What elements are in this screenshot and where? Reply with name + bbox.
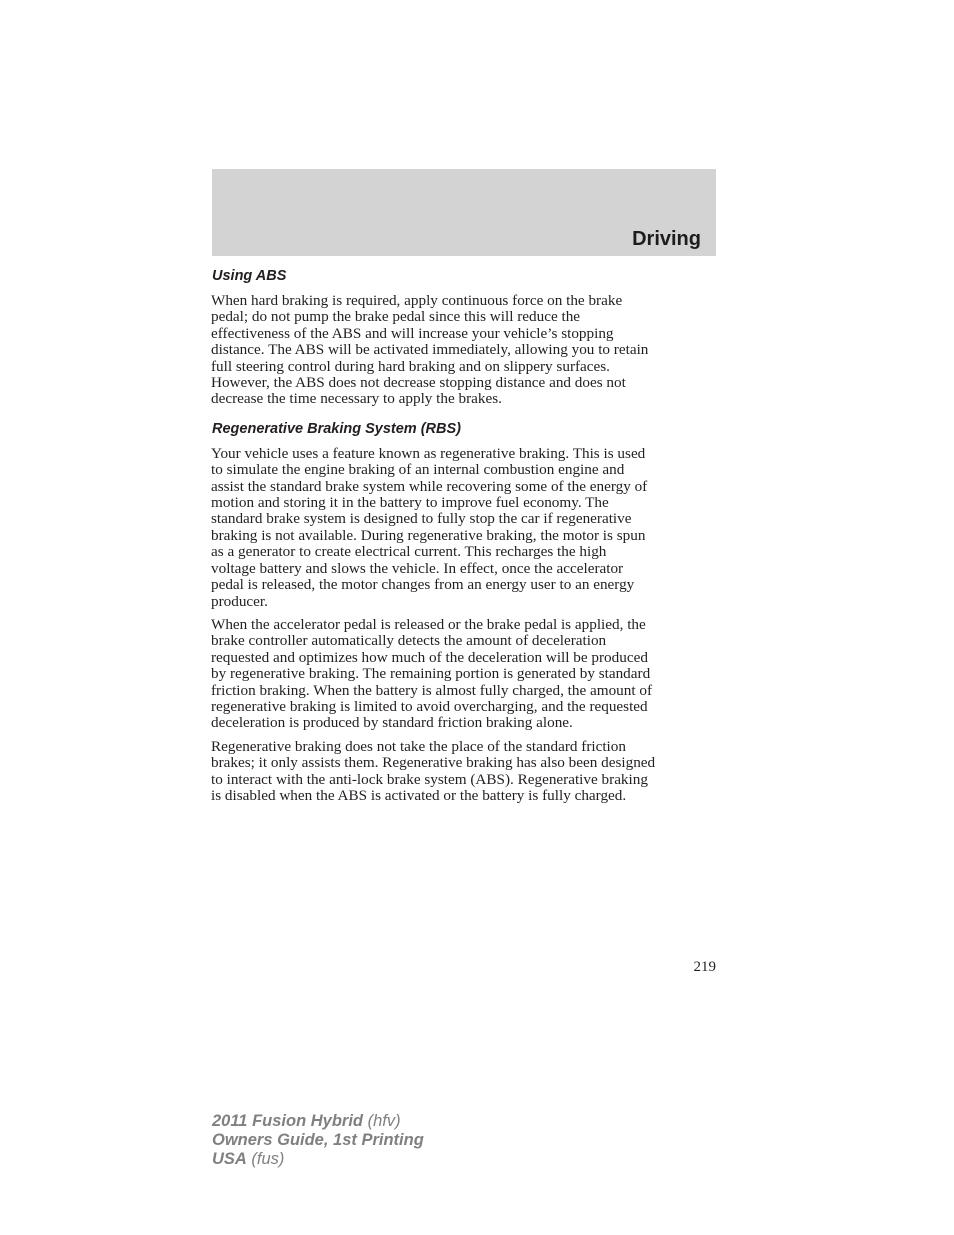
footer-line-model — [212, 1112, 424, 1131]
footer-guide-name: Owners Guide, 1st Printing — [212, 1131, 424, 1149]
paragraph-rbs-abs: Regenerative braking does not take the place of the standard friction brakes; it only assists them. Regenerative braking has also been designed to interact with the anti-lock brake system (ABS). Regenerative braking is disabled when the ABS is activated or the battery is fully charged. — [211, 737, 656, 804]
paragraph-rbs-intro: Your vehicle uses a feature known as regenerative braking. This is used to simulate the engine braking of an internal combustion engine and assist the standard brake system while recovering some of the energy of motion and storing it in the battery to improve fuel economy. The standard brake system is designed to fully stop the car if regenerative braking is not available. During regenerative braking, the motor is spun as a generator to create electrical current. This recharges the high voltage battery and slows the vehicle. In effect, once the accelerator pedal is released, the motor changes from an energy user to an energy producer. — [211, 444, 648, 610]
section-title: Driving — [632, 228, 701, 250]
section-header-band — [212, 169, 716, 256]
footer-market-code: (fus) — [246, 1150, 285, 1168]
subheading-regenerative-braking: Regenerative Braking System (RBS) — [212, 420, 461, 437]
footer-line-market — [212, 1150, 424, 1169]
page-content — [211, 266, 716, 811]
footer-market: USA — [212, 1150, 247, 1168]
subheading-using-abs: Using ABS — [212, 268, 287, 284]
footer-model-name: 2011 Fusion Hybrid — [212, 1112, 363, 1130]
footer-line-guide — [212, 1131, 424, 1150]
footer-publication-info — [212, 1112, 424, 1169]
paragraph-rbs-controller: When the accelerator pedal is released or the brake pedal is applied, the brake controller automatically detects the amount of deceleration requested and optimizes how much of the deceleration will be produced by regenerative braking. The remaining portion is generated by standard friction braking. When the battery is almost fully charged, the amount of regenerative braking is limited to avoid overcharging, and the requested deceleration is produced by standard friction braking alone. — [211, 615, 653, 732]
page-number: 219 — [693, 959, 716, 975]
paragraph-using-abs: When hard braking is required, apply continuous force on the brake pedal; do not pump the brake pedal since this will reduce the effectiveness of the ABS and will increase your vehicle’s stopping distance. The ABS will be activated immediately, allowing you to retain full steering control during hard braking and on slippery surfaces. However, the ABS does not decrease stopping distance and does not decrease the time necessary to apply the brakes. — [211, 292, 649, 408]
footer-model-code: (hfv) — [362, 1112, 401, 1130]
